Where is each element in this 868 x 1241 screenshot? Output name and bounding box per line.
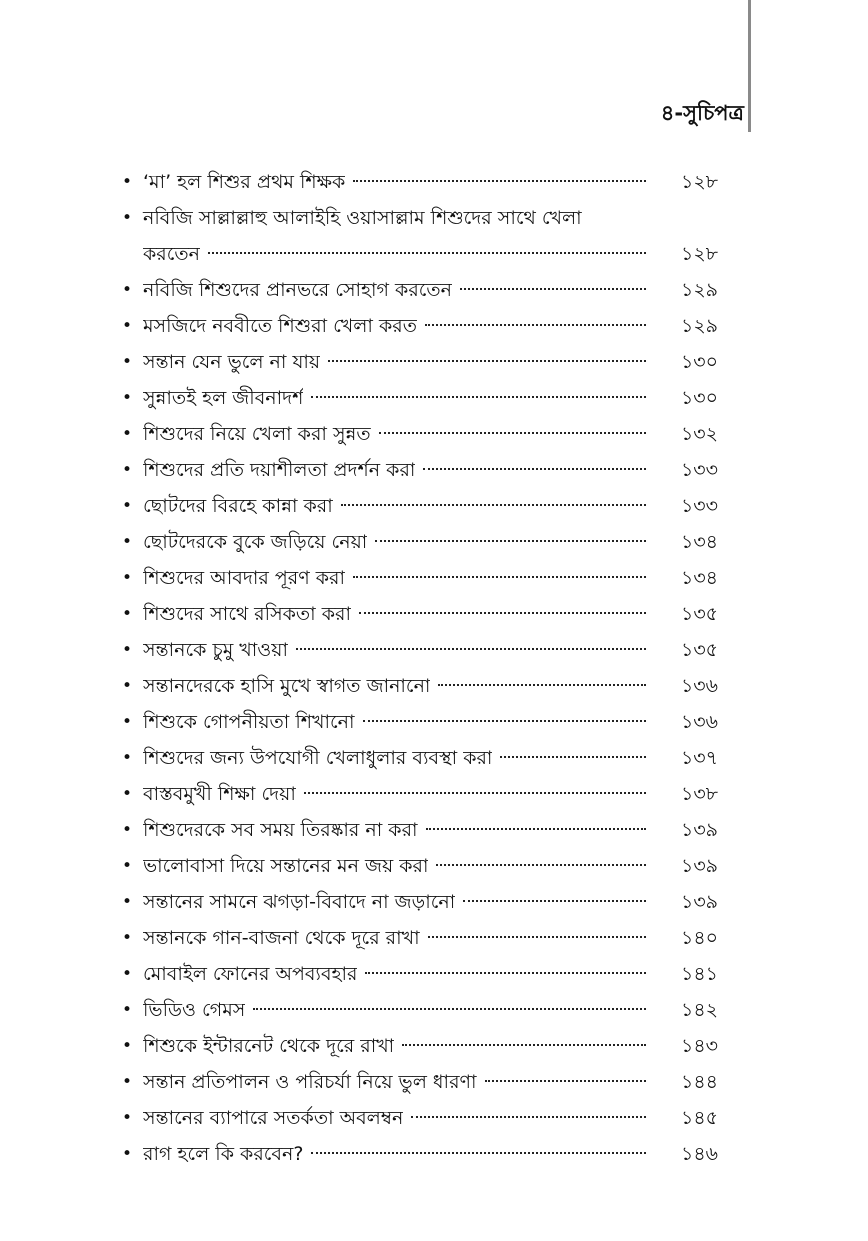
toc-page-number: ১২৯ bbox=[680, 279, 718, 301]
toc-page-number: ১৩৭ bbox=[680, 747, 718, 769]
toc-entry-line2 bbox=[116, 236, 726, 272]
toc-page-number: ১৩৬ bbox=[680, 711, 718, 733]
toc-entry-title: শিশুদের জন্য উপযোগী খেলাধুলার ব্যবস্থা করা bbox=[143, 747, 493, 769]
toc-entry-title: সন্তানদেরকে হাসি মুখে স্বাগত জানানো bbox=[143, 675, 431, 697]
toc-entry[interactable] bbox=[116, 920, 726, 956]
toc-entry[interactable] bbox=[116, 1064, 726, 1100]
toc-entry-title: ছোটদেরকে বুকে জড়িয়ে নেয়া bbox=[143, 531, 368, 553]
toc-entry-title: নবিজি সাল্লাল্লাহু আলাইহি ওয়াসাল্লাম শিশুদের সাথে খেলা bbox=[143, 207, 582, 229]
toc-page-number: ১২৯ bbox=[680, 315, 718, 337]
bullet-icon: • bbox=[122, 496, 133, 516]
toc-entry-title: মোবাইল ফোনের অপব্যবহার bbox=[143, 963, 358, 985]
bullet-icon: • bbox=[122, 1108, 133, 1128]
toc-entry-title: সন্তান যেন ভুলে না যায় bbox=[143, 351, 321, 373]
bullet-icon: • bbox=[122, 1000, 133, 1020]
toc-page-number: ১৪২ bbox=[680, 999, 718, 1021]
toc-entry-title: ছোটদের বিরহে কান্না করা bbox=[143, 495, 333, 517]
toc-page-number: ১২৮ bbox=[680, 243, 718, 265]
bullet-icon: • bbox=[122, 676, 133, 696]
toc-entry[interactable] bbox=[116, 272, 726, 308]
toc-entry[interactable] bbox=[116, 560, 726, 596]
toc-page-number: ১৩৩ bbox=[680, 459, 718, 481]
toc-page-number: ১৩৪ bbox=[680, 567, 718, 589]
bullet-icon: • bbox=[122, 316, 133, 336]
dot-leader bbox=[311, 396, 646, 398]
toc-entry-title: ভালোবাসা দিয়ে সন্তানের মন জয় করা bbox=[143, 855, 429, 877]
dot-leader bbox=[428, 936, 646, 938]
toc-entry-title: রাগ হলে কি করবেন? bbox=[143, 1143, 304, 1165]
toc-entry-title: মসজিদে নববীতে শিশুরা খেলা করত bbox=[143, 315, 417, 337]
dot-leader bbox=[365, 972, 646, 974]
toc-page-number: ১৩৪ bbox=[680, 531, 718, 553]
toc-entry-title: শিশুদের সাথে রসিকতা করা bbox=[143, 603, 351, 625]
toc-page-number: ১৪৬ bbox=[680, 1143, 718, 1165]
toc-entry[interactable] bbox=[116, 344, 726, 380]
toc-page-number: ১৩৯ bbox=[680, 819, 718, 841]
bullet-icon: • bbox=[122, 712, 133, 732]
toc-entry[interactable] bbox=[116, 596, 726, 632]
toc-entry-title: শিশুদের আবদার পূরণ করা bbox=[143, 567, 345, 589]
bullet-icon: • bbox=[122, 1036, 133, 1056]
toc-entry-title: শিশুদেরকে সব সময় তিরষ্কার না করা bbox=[143, 819, 418, 841]
dot-leader bbox=[426, 828, 646, 830]
toc-entry[interactable] bbox=[116, 704, 726, 740]
toc-entry[interactable] bbox=[116, 452, 726, 488]
dot-leader bbox=[328, 360, 646, 362]
dot-leader bbox=[423, 468, 646, 470]
bullet-icon: • bbox=[122, 424, 133, 444]
toc-entry[interactable] bbox=[116, 776, 726, 812]
dot-leader bbox=[353, 180, 646, 182]
toc-entry[interactable] bbox=[116, 416, 726, 452]
dot-leader bbox=[253, 1008, 646, 1010]
toc-page-number: ১৪৩ bbox=[680, 1035, 718, 1057]
dot-leader bbox=[436, 864, 646, 866]
bullet-icon: • bbox=[122, 388, 133, 408]
dot-leader bbox=[411, 1116, 646, 1118]
toc-entry[interactable] bbox=[116, 488, 726, 524]
dot-leader bbox=[500, 756, 646, 758]
bullet-icon: • bbox=[122, 748, 133, 768]
toc-page-number: ১৩৫ bbox=[680, 639, 718, 661]
toc-entry[interactable] bbox=[116, 524, 726, 560]
toc-page-number: ১৪৪ bbox=[681, 1071, 718, 1093]
bullet-icon: • bbox=[122, 640, 133, 660]
toc-entry[interactable] bbox=[116, 308, 726, 344]
toc-entry-title: সন্তানের সামনে ঝগড়া-বিবাদে না জড়ানো bbox=[143, 891, 456, 913]
toc-entry[interactable] bbox=[116, 956, 726, 992]
toc-entry-title: সন্তানকে গান-বাজনা থেকে দূরে রাখা bbox=[143, 927, 420, 949]
toc-entry[interactable] bbox=[116, 1100, 726, 1136]
bullet-icon: • bbox=[122, 352, 133, 372]
toc-entry[interactable] bbox=[116, 884, 726, 920]
toc-entry[interactable] bbox=[116, 632, 726, 668]
toc-entry[interactable] bbox=[116, 1028, 726, 1064]
dot-leader bbox=[485, 1080, 646, 1082]
page-edge-line bbox=[748, 0, 751, 132]
dot-leader bbox=[463, 900, 646, 902]
toc-entry-title: সুন্নাতই হল জীবনাদর্শ bbox=[143, 387, 304, 409]
bullet-icon: • bbox=[122, 604, 133, 624]
toc-page-number: ১৩৫ bbox=[680, 603, 718, 625]
toc-entry-title: ‘মা’ হল শিশুর প্রথম শিক্ষক bbox=[143, 171, 346, 193]
toc-entry-title: শিশুদের নিয়ে খেলা করা সুন্নত bbox=[143, 423, 371, 445]
dot-leader bbox=[359, 612, 646, 614]
toc-page-number: ১২৮ bbox=[680, 171, 718, 193]
toc-entry-title: শিশুকে ইন্টারনেট থেকে দূরে রাখা bbox=[143, 1035, 395, 1057]
dot-leader bbox=[375, 540, 646, 542]
toc-entry[interactable] bbox=[116, 740, 726, 776]
toc-entry-title: বাস্তবমুখী শিক্ষা দেয়া bbox=[143, 783, 296, 805]
dot-leader bbox=[363, 720, 647, 722]
dot-leader bbox=[353, 576, 646, 578]
dot-leader bbox=[379, 432, 646, 434]
dot-leader bbox=[460, 288, 646, 290]
bullet-icon: • bbox=[122, 460, 133, 480]
dot-leader bbox=[341, 504, 646, 506]
toc-entry-title: সন্তানের ব্যাপারে সতর্কতা অবলম্বন bbox=[143, 1107, 404, 1129]
dot-leader bbox=[311, 1152, 646, 1154]
bullet-icon: • bbox=[122, 568, 133, 588]
dot-leader bbox=[438, 684, 646, 686]
dot-leader bbox=[402, 1044, 646, 1046]
toc-page-number: ১৩৯ bbox=[680, 891, 718, 913]
toc-entry[interactable] bbox=[116, 668, 726, 704]
bullet-icon: • bbox=[122, 964, 133, 984]
table-of-contents bbox=[116, 164, 726, 1172]
toc-page-number: ১৪০ bbox=[680, 927, 718, 949]
bullet-icon: • bbox=[122, 1144, 133, 1164]
bullet-icon: • bbox=[122, 856, 133, 876]
toc-entry[interactable] bbox=[116, 992, 726, 1028]
toc-entry[interactable] bbox=[116, 164, 726, 200]
toc-entry[interactable] bbox=[116, 200, 726, 272]
toc-page-number: ১৩২ bbox=[680, 423, 718, 445]
toc-entry[interactable] bbox=[116, 812, 726, 848]
toc-entry-title: শিশুদের প্রতি দয়াশীলতা প্রদর্শন করা bbox=[143, 459, 416, 481]
toc-entry-title: সন্তান প্রতিপালন ও পরিচর্যা নিয়ে ভুল ধারণা bbox=[143, 1071, 477, 1093]
toc-page-number: ১৪৫ bbox=[681, 1107, 718, 1129]
toc-entry-title-continued: করতেন bbox=[143, 243, 200, 265]
toc-entry[interactable] bbox=[116, 380, 726, 416]
bullet-icon: • bbox=[122, 892, 133, 912]
toc-entry-title: ভিডিও গেমস bbox=[143, 999, 246, 1021]
toc-page-number: ১৪১ bbox=[681, 963, 718, 985]
page-title: ৪-সুচিপত্র bbox=[660, 101, 744, 125]
bullet-icon: • bbox=[122, 820, 133, 840]
toc-entry[interactable] bbox=[116, 848, 726, 884]
toc-page-number: ১৩০ bbox=[680, 387, 718, 409]
bullet-icon: • bbox=[122, 1072, 133, 1092]
bullet-icon: • bbox=[122, 928, 133, 948]
bullet-icon: • bbox=[122, 532, 133, 552]
toc-entry-title: শিশুকে গোপনীয়তা শিখানো bbox=[143, 711, 355, 733]
toc-entry[interactable] bbox=[116, 1136, 726, 1172]
toc-page-number: ১৩৮ bbox=[680, 783, 718, 805]
bullet-icon: • bbox=[122, 208, 133, 228]
toc-page-number: ১৩০ bbox=[680, 351, 718, 373]
dot-leader bbox=[208, 252, 646, 254]
dot-leader bbox=[425, 324, 646, 326]
toc-page-number: ১৩৩ bbox=[680, 495, 718, 517]
dot-leader bbox=[296, 648, 646, 650]
toc-entry-title: সন্তানকে চুমু খাওয়া bbox=[143, 639, 288, 661]
bullet-icon: • bbox=[122, 280, 133, 300]
toc-page-number: ১৩৬ bbox=[680, 675, 718, 697]
bullet-icon: • bbox=[122, 784, 133, 804]
bullet-icon: • bbox=[122, 172, 133, 192]
toc-page-number: ১৩৯ bbox=[680, 855, 718, 877]
toc-entry-title: নবিজি শিশুদের প্রানভরে সোহাগ করতেন bbox=[143, 279, 453, 301]
dot-leader bbox=[304, 792, 646, 794]
